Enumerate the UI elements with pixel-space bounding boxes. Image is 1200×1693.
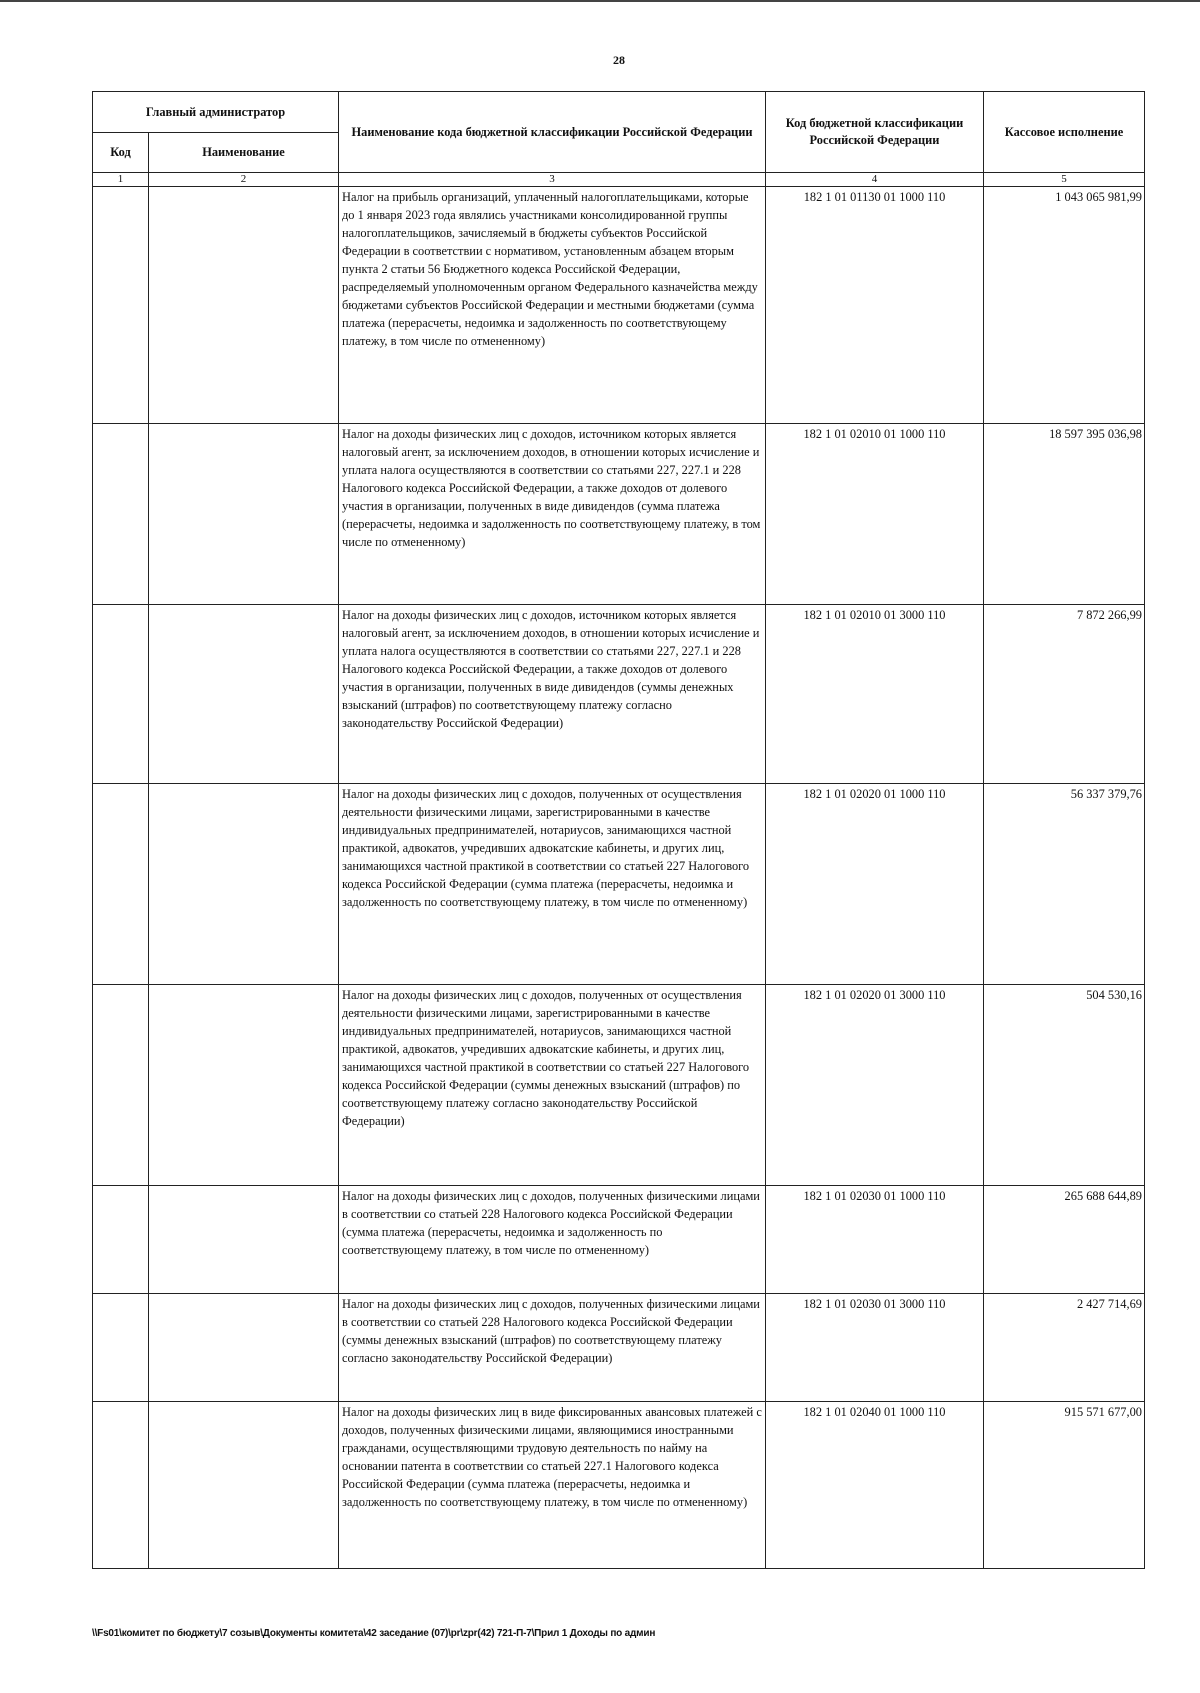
description-cell: Налог на доходы физических лиц с доходов, источником которых является налоговый агент, за исключением доходов, в отношении которых исчисление и уплата налога осуществляются в соответствии со статьями 227, 227.1 и 228 Налогового кодекса Российской Федерации, а также доходов от долевого участия в организации, полученных в виде дивидендов (сумма платежа (перерасчеты, недоимка и задолженность по соответствующему платежу, в том числе по отмененному) xyxy=(339,424,766,605)
admin-code-cell xyxy=(93,424,149,605)
revenue-table xyxy=(92,91,1145,1569)
admin-name-cell xyxy=(149,187,339,424)
col-number: 4 xyxy=(766,173,984,187)
header-code: Код xyxy=(93,133,149,173)
amount-cell: 265 688 644,89 xyxy=(984,1186,1145,1294)
admin-code-cell xyxy=(93,784,149,985)
admin-name-cell xyxy=(149,784,339,985)
admin-code-cell xyxy=(93,985,149,1186)
admin-code-cell xyxy=(93,1402,149,1569)
header-name: Наименование xyxy=(149,133,339,173)
description-cell: Налог на доходы физических лиц в виде фиксированных авансовых платежей с доходов, полученных физическими лицами, являющимися иностранными гражданами, осуществляющими трудовую деятельность по найму на основании патента в соответствии со статьей 227.1 Налогового кодекса Российской Федерации (сумма платежа (перерасчеты, недоимка и задолженность по соответствующему платежу, в том числе по отмененному) xyxy=(339,1402,766,1569)
admin-name-cell xyxy=(149,424,339,605)
bk-code-cell: 182 1 01 02030 01 1000 110 xyxy=(766,1186,984,1294)
admin-name-cell xyxy=(149,1186,339,1294)
bk-code-cell: 182 1 01 02040 01 1000 110 xyxy=(766,1402,984,1569)
header-bk-name: Наименование кода бюджетной классификации Российской Федерации xyxy=(339,92,766,173)
amount-cell: 915 571 677,00 xyxy=(984,1402,1145,1569)
admin-code-cell xyxy=(93,605,149,784)
admin-code-cell xyxy=(93,1186,149,1294)
description-cell: Налог на прибыль организаций, уплаченный налогоплательщиками, которые до 1 января 2023 года являлись участниками консолидированной группы налогоплательщиков, зачисляемый в бюджеты субъектов Российской Федерации в соответствии с нормативом, установленным абзацем вторым пункта 2 статьи 56 Бюджетного кодекса Российской Федерации, распределяемый уполномоченным органом Федерального казначейства между бюджетами субъектов Российской Федерации и местными бюджетами (сумма платежа (перерасчеты, недоимка и задолженность по соответствующему платежу, в том числе по отмененному) xyxy=(339,187,766,424)
admin-code-cell xyxy=(93,187,149,424)
admin-name-cell xyxy=(149,1402,339,1569)
header-bk-code: Код бюджетной классификации Российской Федерации xyxy=(766,92,984,173)
header-execution: Кассовое исполнение xyxy=(984,92,1145,173)
amount-cell: 56 337 379,76 xyxy=(984,784,1145,985)
admin-name-cell xyxy=(149,985,339,1186)
table-row xyxy=(93,187,1145,424)
description-cell: Налог на доходы физических лиц с доходов, полученных от осуществления деятельности физическими лицами, зарегистрированными в качестве индивидуальных предпринимателей, нотариусов, занимающихся частной практикой, адвокатов, учредивших адвокатские кабинеты, и других лиц, занимающихся частной практикой в соответствии со статьей 227 Налогового кодекса Российской Федерации (сумма платежа (перерасчеты, недоимка и задолженность по соответствующему платежу, в том числе по отмененному) xyxy=(339,784,766,985)
bk-code-cell: 182 1 01 02010 01 3000 110 xyxy=(766,605,984,784)
col-number: 1 xyxy=(93,173,149,187)
amount-cell: 18 597 395 036,98 xyxy=(984,424,1145,605)
bk-code-cell: 182 1 01 01130 01 1000 110 xyxy=(766,187,984,424)
description-cell: Налог на доходы физических лиц с доходов, полученных от осуществления деятельности физическими лицами, зарегистрированными в качестве индивидуальных предпринимателей, нотариусов, занимающихся частной практикой, адвокатов, учредивших адвокатские кабинеты, и других лиц, занимающихся частной практикой в соответствии со статьей 227 Налогового кодекса Российской Федерации (суммы денежных взысканий (штрафов) по соответствующему платежу согласно законодательству Российской Федерации) xyxy=(339,985,766,1186)
bk-code-cell: 182 1 01 02030 01 3000 110 xyxy=(766,1294,984,1402)
amount-cell: 1 043 065 981,99 xyxy=(984,187,1145,424)
table-row xyxy=(93,784,1145,985)
table-row xyxy=(93,605,1145,784)
admin-code-cell xyxy=(93,1294,149,1402)
page-number: 28 xyxy=(613,53,625,67)
col-number: 3 xyxy=(339,173,766,187)
description-cell: Налог на доходы физических лиц с доходов, полученных физическими лицами в соответствии со статьей 228 Налогового кодекса Российской Федерации (сумма платежа (перерасчеты, недоимка и задолженность по соответствующему платежу, в том числе по отмененному) xyxy=(339,1186,766,1294)
header-main-admin: Главный администратор xyxy=(93,92,339,133)
scan-top-edge xyxy=(0,0,1200,2)
bk-code-cell: 182 1 01 02020 01 3000 110 xyxy=(766,985,984,1186)
bk-code-cell: 182 1 01 02020 01 1000 110 xyxy=(766,784,984,985)
amount-cell: 2 427 714,69 xyxy=(984,1294,1145,1402)
file-path-footer: \\Fs01\комитет по бюджету\7 созыв\Документы комитета\42 заседание (07)\pr\zpr(42) 721-П-7\Прил 1 Доходы по админ xyxy=(92,1628,656,1639)
table-row xyxy=(93,1294,1145,1402)
description-cell: Налог на доходы физических лиц с доходов, полученных физическими лицами в соответствии со статьей 228 Налогового кодекса Российской Федерации (суммы денежных взысканий (штрафов) по соответствующему платежу согласно законодательству Российской Федерации) xyxy=(339,1294,766,1402)
amount-cell: 504 530,16 xyxy=(984,985,1145,1186)
admin-name-cell xyxy=(149,1294,339,1402)
table-row xyxy=(93,1402,1145,1569)
bk-code-cell: 182 1 01 02010 01 1000 110 xyxy=(766,424,984,605)
table-row xyxy=(93,985,1145,1186)
description-cell: Налог на доходы физических лиц с доходов, источником которых является налоговый агент, за исключением доходов, в отношении которых исчисление и уплата налога осуществляются в соответствии со статьями 227, 227.1 и 228 Налогового кодекса Российской Федерации, а также доходов от долевого участия в организации, полученных в виде дивидендов (суммы денежных взысканий (штрафов) по соответствующему платежу согласно законодательству Российской Федерации) xyxy=(339,605,766,784)
admin-name-cell xyxy=(149,605,339,784)
table-row xyxy=(93,424,1145,605)
col-number: 2 xyxy=(149,173,339,187)
col-number: 5 xyxy=(984,173,1145,187)
table-row xyxy=(93,1186,1145,1294)
amount-cell: 7 872 266,99 xyxy=(984,605,1145,784)
